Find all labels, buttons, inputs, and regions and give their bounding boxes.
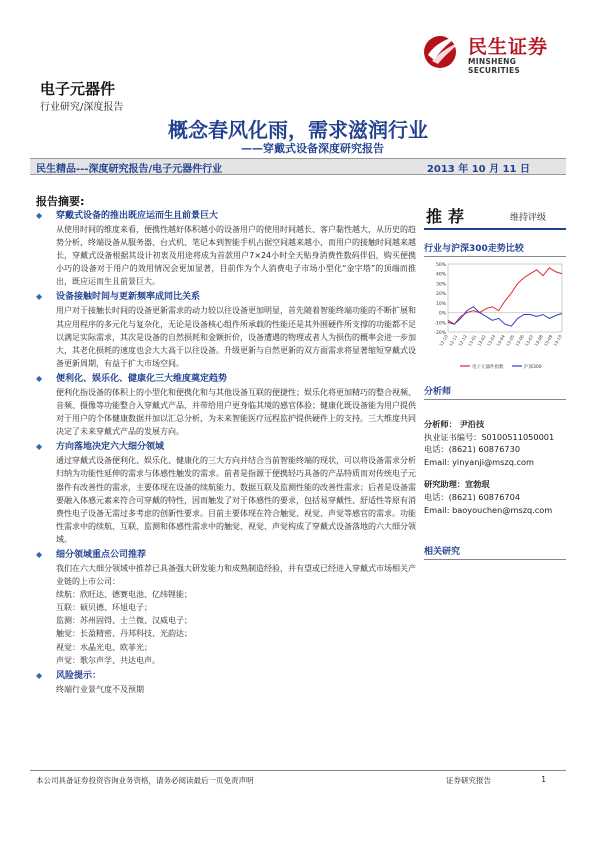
x-tick-label: 12-12 (457, 334, 468, 348)
x-tick-label: 13-10 (552, 334, 563, 348)
assistant-email[interactable]: Email: baoyouchen@mszq.com (424, 504, 553, 515)
summary-section (36, 549, 416, 667)
x-tick-label: 13-06 (514, 334, 525, 348)
bullet-icon: ◆ (36, 211, 43, 220)
bullet-icon: ◆ (36, 549, 43, 559)
sector-name: 电子元器件 (40, 80, 116, 98)
x-tick-label: 13-01 (466, 334, 478, 348)
section-body: 便利化指设备的体积上的小型化和便携化和与其他设备互联的便捷性；娱乐化将更加精巧的整合视频、音频、摄像等功能整合入穿戴式产品，并带给用户更身临其境的感官体验；健康化既设备能为用户提供对于用户的个体健康数据并加以汇总分析，为未来智能医疗远程监护提供硬件上的支持。三大维度共同决定了未来穿戴式产品的发展方向。 (56, 387, 416, 437)
recommend-item: 声觉：歌尔声学、共达电声。 (56, 655, 160, 665)
y-tick-label: -10% (434, 321, 446, 327)
recommend-item: 监测：苏州固锝、士兰微、汉威电子； (56, 616, 192, 626)
section-heading: 穿戴式设备的推出既应运而生且前景巨大 (56, 211, 219, 221)
rating-box (424, 200, 566, 230)
y-tick-label: -20% (434, 331, 446, 336)
summary-body (36, 210, 416, 699)
bullet-icon: ◆ (36, 442, 43, 452)
recommend-item: 续航：欣旺达、德赛电池、亿纬锂能； (56, 590, 192, 600)
page-number: 1 (541, 775, 546, 784)
section-heading: 设备接触时间与更新频率成同比关系 (56, 292, 201, 303)
analyst-name: 分析师： 尹沿技 (424, 419, 485, 429)
report-banner (30, 158, 566, 175)
legend-label: 沪深300 (524, 365, 542, 370)
plot-frame (448, 264, 562, 332)
recommend-item: 触觉：长盈精密、丹邦科技、光韵达； (56, 629, 192, 639)
x-tick-label: 12-10 (438, 334, 449, 348)
banner-series: 民生精品---深度研究报告/电子元器件行业 (36, 164, 223, 175)
bullet-icon: ◆ (36, 292, 43, 302)
chart-heading: 行业与沪深300走势比较 (424, 241, 566, 257)
bullet-icon: ◆ (36, 373, 43, 383)
assistant-name: 研究助理：宣勃珉 (424, 479, 490, 490)
footer-disclaimer: 本公司具备证券投资咨询业务资格，请务必阅读最后一页免责声明 (36, 776, 254, 785)
rating-value: 推荐 (426, 207, 471, 226)
section-heading: 细分领域重点公司推荐 (56, 549, 147, 560)
y-tick-label: 10% (435, 301, 446, 307)
x-tick-label: 13-04 (495, 334, 506, 348)
x-tick-label: 13-09 (542, 334, 554, 348)
minsheng-logo (420, 28, 570, 75)
logo-cn: 民生证券 (468, 36, 549, 58)
footer-label: 证券研究报告 (446, 776, 491, 785)
section-body: 通过穿戴式设备便利化、娱乐化、健康化的三大方向并结合当前智能终端的现状，可以将设备需求分析归纳为功能性延伸的需求与体感性触发的需求。前者是指源于便携轻巧具备的产品特质而对传统电子元器件有改善性的需求，主要体现在设备的续航能力、数据互联及监测性能的改善性需求；后者是设备需要融入体感元素来符合可穿戴的特性，因而触发了对于体感性的要求，包括易穿戴性、舒适性等原有消费性电子设备无需过多考虑的创新性要求。目前主要体现在符合触觉、视觉、声觉等感官的需求。功能性需求中的续航、互联、监测和体感性需求中的触觉、视觉、声觉构成了穿戴式设备落地的六大细分领域。 (56, 456, 416, 544)
report-subtitle: ——穿戴式设备深度研究报告 (241, 142, 384, 155)
related-heading: 相关研究 (424, 544, 566, 560)
section-body: 终端行业景气度不及预期 (56, 684, 144, 694)
analyst-heading: 分析师 (424, 384, 566, 400)
report-title: 概念春风化雨，需求滋润行业 (168, 118, 428, 142)
y-tick-label: 50% (435, 263, 446, 268)
rating-note: 维持评级 (510, 213, 547, 223)
x-tick-label: 12-11 (447, 334, 459, 348)
summary-section (36, 210, 416, 288)
legend-label: 电子元器件指数 (472, 365, 504, 370)
report-type: 行业研究/深度报告 (40, 102, 124, 113)
recommend-item: 互联：硕贝德、环旭电子； (56, 603, 152, 613)
assistant-phone: 电话：(8621) 60876704 (424, 491, 521, 502)
banner-date: 2013 年 10 月 11 日 (426, 164, 530, 175)
summary-section (36, 670, 416, 696)
section-body: 从使用时间的维度来看，便携性越好体积越小的设备用户的使用时间越长、客户黏性越大，从历史的趋势分析，终端设备从服务器、台式机、笔记本到智能手机占据空间越来越小，而用户的接触时间越来越长，穿戴式设备根据其设计初衷及用途将成为首款用户7×24小时全天贴身消费性数码伴侣，购买便携小巧的设备对于用户的效用情况会更加显著，目前作为个人消费电子市场小型化“金字塔”的顶端而推出，既应运而生且前景巨大。 (56, 225, 416, 287)
sidebar (424, 200, 566, 557)
analyst-cert: 执业证书编号：S0100511050001 (424, 431, 555, 442)
y-tick-label: 0% (438, 311, 446, 317)
summary-section (36, 373, 416, 438)
logo-en: MINSHENG SECURITIES (468, 57, 521, 75)
series-line (448, 307, 562, 326)
analyst-info (424, 418, 566, 516)
summary-section (36, 291, 416, 369)
summary-label: 报告摘要: (36, 195, 85, 208)
x-tick-label: 13-05 (504, 334, 516, 348)
page-footer (30, 770, 566, 790)
trend-chart (424, 258, 566, 376)
recommend-item: 视觉：水晶光电、欧菲光； (56, 642, 152, 652)
y-tick-label: 30% (435, 282, 446, 288)
x-tick-label: 13-02 (476, 334, 487, 348)
section-body: 用户对于接触长时间的设备更新需求的动力较以往设备更加明显，首先随着智能终端功能的不断扩展和其应用程序的多元化与复杂化，无论是设备核心组件所承载的性能还是其外围硬件所支撑的功能都不足以满足实际需求，其次是设备的自然损耗和金额折价，设备遭遇的物理或者人为损伤的概率会进一步加大，其老化损耗的速度也会大大高于以往设备。升级更新与自然更新的双方面需求将显著缩短穿戴式设备更新周期，有益于扩大市场空间。 (56, 306, 416, 368)
analyst-email[interactable]: Email: yinyanji@mszq.com (424, 456, 534, 467)
section-body: 我们在六大细分领域中推荐已具备强大研发能力和成熟制造经验，并有望或已经进入穿戴式市场相关产业链的上市公司： (56, 563, 416, 587)
section-heading: 风险提示： (56, 670, 102, 681)
section-heading: 便利化、娱乐化、健康化三大维度奠定趋势 (56, 373, 228, 384)
bullet-icon: ◆ (36, 670, 43, 680)
x-tick-label: 13-08 (533, 334, 544, 348)
analyst-phone: 电话：(8621) 60876730 (424, 444, 521, 455)
section-heading: 方向落地决定六大细分领域 (56, 442, 165, 453)
y-tick-label: 40% (435, 272, 446, 278)
summary-section (36, 441, 416, 546)
y-tick-label: 20% (435, 292, 446, 298)
x-tick-label: 13-07 (523, 334, 535, 348)
x-tick-label: 13-03 (485, 334, 497, 348)
minsheng-logo-icon (420, 28, 464, 72)
